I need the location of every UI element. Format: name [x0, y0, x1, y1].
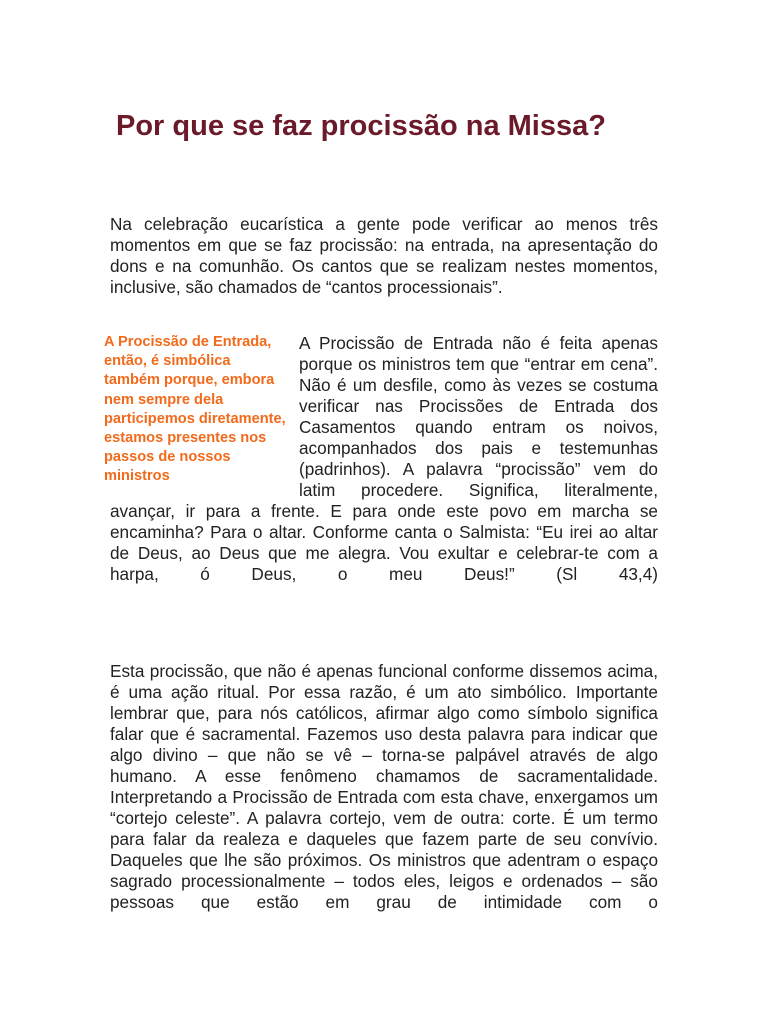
procession-section: [104, 332, 658, 585]
intro-paragraph: Na celebração eucarística a gente pode verificar ao menos três momentos em que se faz procissão: na entrada, na apresentação do dons e na comunhão. Os cantos que se realizam nestes momentos, inclusive, são chamados de “cantos processionais”.: [110, 214, 658, 297]
ritual-paragraph: Esta procissão, que não é apenas funcional conforme dissemos acima, é uma ação ritual. Por essa razão, é um ato simbólico. Importante lembrar que, para nós católicos, afirmar algo como símbolo significa falar que é sacramental. Fazemos uso desta palavra para indicar que algo divino – que não se vê – torna-se palpável através de algo humano. A esse fenômeno chamamos de sacramentalidade. Interpretando a Procissão de Entrada com esta chave, enxergamos um “cortejo celeste”. A palavra cortejo, vem de outra: corte. É um termo para falar da realeza e daqueles que fazem parte de seu convívio. Daqueles que lhe são próximos. Os ministros que adentram o espaço sagrado processionalmente – todos eles, leigos e ordenados – são pessoas que estão em grau de intimidade com o: [110, 661, 658, 912]
page-title-text: Por que se faz procissão na Missa?: [116, 110, 606, 142]
procession-paragraph: A Procissão de Entrada não é feita apenas porque os ministros tem que “entrar em cena”. Não é um desfile, como às vezes se costuma verificar nas Procissões de Entrada dos Casamentos quando entram os noivos, acompanhados dos pais e testemunhas (padrinhos). A palavra “procissão” vem do latim procedere. Significa, literalmente, avançar, ir para a frente. E para onde este povo em marcha se encaminha? Para o altar. Conforme canta o Salmista: “Eu irei ao altar de Deus, ao Deus que me alegra. Vou exultar e celebrar-te com a harpa, ó Deus, o meu Deus!” (Sl 43,4): [110, 333, 658, 584]
pull-quote: A Procissão de Entrada, então, é simbólica também porque, embora nem sempre dela participemos diretamente, estamos presentes nos passos de nossos ministros: [104, 334, 286, 485]
page-title: [110, 108, 630, 144]
